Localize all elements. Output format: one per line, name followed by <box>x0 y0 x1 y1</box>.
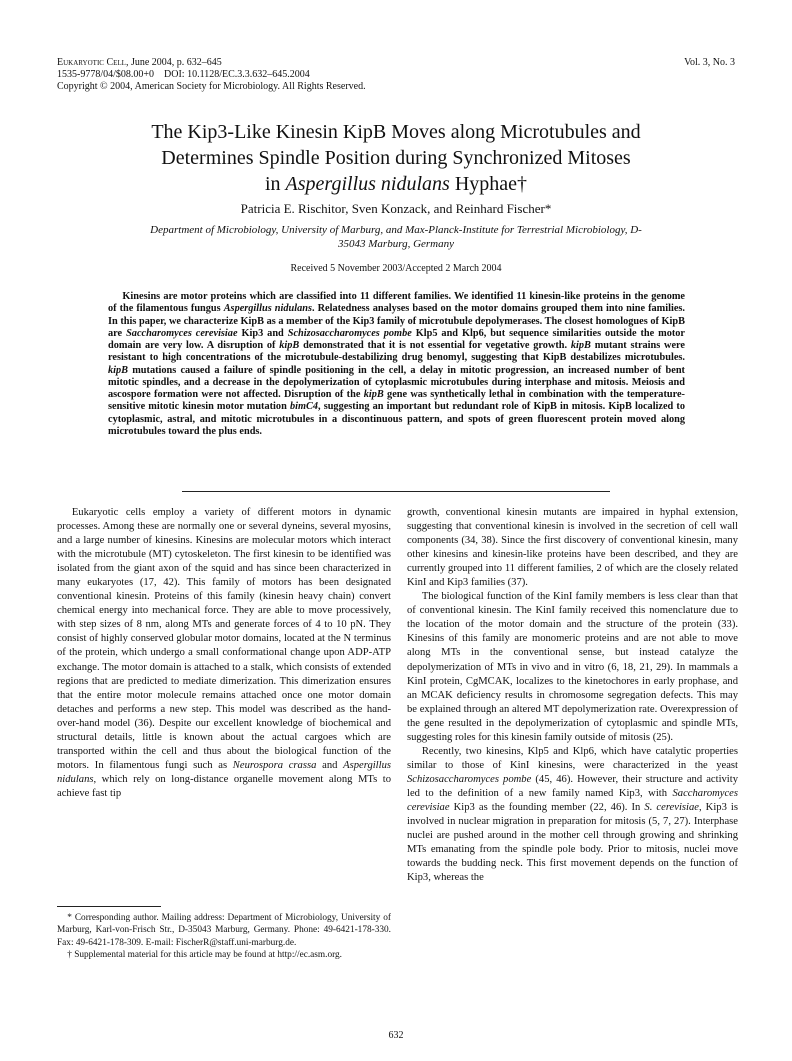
body-italic: Schizosaccharomyces pombe <box>407 773 532 785</box>
footnote-divider <box>57 906 161 907</box>
journal-name: Eukaryotic Cell <box>57 57 126 68</box>
title-line-2: Determines Spindle Position during Synchronized Mitoses <box>161 147 631 169</box>
abstract-italic: Schizosaccharomyces pombe <box>287 327 412 339</box>
abstract-text: Klp5 and Klp6, but sequence similarities outside the motor domain are very low. A disruption of <box>108 327 686 351</box>
body-paragraph: growth, conventional kinesin mutants are impaired in hyphal extension, suggesting that conventional kinesin is involved in the secretion of cell wall components (34, 38). Since the first discovery of conventional kinesin, many other kinesins and kinesin-like proteins have been described, and they are currently grouped into 11 different families, 2 of which are the closely related KinI and Kip3 families (37). <box>407 507 738 589</box>
body-italic: S. cerevisiae <box>644 801 699 813</box>
abstract-italic: kipB <box>363 389 384 400</box>
volume-issue: Vol. 3, No. 3 <box>684 57 735 68</box>
journal-issue: , June 2004, p. 632–645 <box>125 57 222 68</box>
copyright-line: Copyright © 2004, American Society for Microbiology. All Rights Reserved. <box>57 81 366 92</box>
body-text: , which rely on long-distance organelle movement along MTs to achieve fast tip <box>57 773 391 799</box>
body-paragraph: The biological function of the KinI family members is less clear than that of conventional kinesin. The KinI family received this nomenclature due to the location of the motor domain and the structure of the protein (33). Kinesins of this family are monomeric proteins and are not able to move along MTs in the conventional sense, but instead catalyze the depolymerization of MTs in vivo and in vitro (6, 18, 21, 29). In mammals a KinI protein, CgMCAK, localizes to the kinetochores in early prophase, and an MCAK deficiency results in chromosome segregation defects. This may be explained through an altered MT depolymerization rate. Overexpression of the gene resulted in the depolymerization of cytoplasmic and spindle MTs, suggesting roles for this kinesin family outside of mitosis (25). <box>407 591 738 743</box>
body-text: (45, 46). However, their structure and activity led to the definition of a new family named Kip3, with <box>407 773 738 799</box>
body-text: Eukaryotic cells employ a variety of different motors in dynamic processes. Among these are normally one or several dyneins, several myosins, and a large number of kinesins. Kinesins are molecular motors which interact with the microtubule (MT) cytoskeleton. The first kinesin to be identified was isolated from the giant axon of the squid and has since been characterized in many eukaryotes (17, 42). This family of motors has been designated conventional kinesin. Proteins of this family (kinesin heavy chain) convert chemical energy into mechanical force. They are able to move processively, with step sizes of 8 nm, along MTs and generate forces of 4 to 10 pN. They consist of highly conserved globular motor domains, located at the N terminus of the protein, which undergo a small conformational change upon ADP-ATP exchange. The motor domain is attached to a stalk, which consists of extended regions that are predicted to mediate dimerization. This dimerization ensures that the entire motor molecule remains attached once one motor domain detaches and performs a new step. This model was described as the hand-over-hand model (36). Despite our excellent knowledge of biochemical and structural details, little is known about the actual cargoes which are transported within the cell and thus about the biological function of the motors. In filamentous fungi such as <box>57 507 391 771</box>
body-italic: Aspergillus nidulans <box>57 759 391 785</box>
body-paragraph <box>407 745 738 885</box>
body-text: Recently, two kinesins, Klp5 and Klp6, which have catalytic properties similar to those of KinI kinesins, were characterized in the yeast <box>407 745 738 771</box>
abstract-italic: Aspergillus nidulans <box>223 303 312 315</box>
body-italic: Neurospora crassa <box>232 759 317 771</box>
abstract-italic: kipB <box>108 364 129 376</box>
abstract-text: . Relatedness analyses based on the motor domains grouped them into nine families. In this paper, we characterize KipB as a member of the Kip3 family of microtubule depolymerases. The closest homologues of KipB are <box>108 303 685 339</box>
author-list: Patricia E. Rischitor, Sven Konzack, and Reinhard Fischer* <box>240 201 552 216</box>
journal-citation <box>57 57 222 69</box>
footnote-corresponding-author: * Corresponding author. Mailing address: Department of Microbiology, University of Marburg, Karl-von-Frisch Str., D-35043 Marburg, Germany. Phone: 49-6421-178-330. Fax: 49-6421-178-309. E-mail: FischerR@staff.uni-marburg.de. <box>57 913 391 948</box>
title-line-3 <box>0 171 792 197</box>
abstract-text: , suggesting an important but redundant role of KipB in mitosis. KipB localized to cytoplasmic, astral, and mitotic microtubules in a discontinuous pattern, and spots of green fluorescent protein moved along microtubules toward the plus ends. <box>108 401 685 437</box>
affiliation: Department of Microbiology, University of Marburg, and Max-Planck-Institute for Terrestrial Microbiology, D-35043 Marburg, Germany <box>150 224 642 250</box>
title-line-1: The Kip3-Like Kinesin KipB Moves along Microtubules and <box>151 121 641 143</box>
body-italic: Saccharomyces cerevisiae <box>407 787 738 813</box>
title-line-3-pre: in <box>264 173 286 195</box>
page-number: 632 <box>388 1030 404 1041</box>
body-column-right <box>407 506 738 885</box>
abstract-italic: kipB <box>570 340 591 351</box>
abstract-text: Kip3 and <box>237 327 288 339</box>
title-organism: Aspergillus nidulans <box>285 173 450 195</box>
abstract-italic: Saccharomyces cerevisiae <box>126 327 238 339</box>
received-dates: Received 5 November 2003/Accepted 2 March 2004 <box>290 263 502 274</box>
abstract-italic: bimC4 <box>289 401 318 413</box>
abstract-text: Kinesins are motor proteins which are classified into 11 different families. We identified 11 kinesin-like proteins in the genome of the filamentous fungus <box>108 291 685 315</box>
abstract-text: mutant strains were resistant to high concentrations of the microtubule-destabilizing drug benomyl, suggesting that KipB destabilizes microtubules. <box>108 340 685 364</box>
abstract-divider <box>182 491 610 492</box>
footnotes <box>57 912 391 961</box>
body-column-left <box>57 506 391 801</box>
article-identifiers: 1535-9778/04/$08.00+0 DOI: 10.1128/EC.3.3.632–645.2004 <box>57 69 310 80</box>
body-paragraph <box>57 506 391 801</box>
title-line-3-post: Hyphae† <box>449 173 528 195</box>
abstract <box>108 291 685 438</box>
abstract-text: gene was synthetically lethal in combination with the temperature-sensitive mitotic kinesin motor mutation <box>108 389 685 413</box>
body-text: and <box>316 759 344 771</box>
abstract-text: mutations caused a failure of spindle positioning in the cell, a delay in mitotic progression, an increased number of bent mitotic spindles, and a decrease in the depolymerization of cytoplasmic microtubules during interphase and mitosis. Meiosis and ascospore formation were not affected. Disruption of the <box>108 364 685 400</box>
article-title <box>0 119 792 197</box>
abstract-italic: kipB <box>279 340 300 351</box>
abstract-text: demonstrated that it is not essential for vegetative growth. <box>299 340 571 351</box>
body-text: , Kip3 is involved in nuclear migration in preparation for mitosis (5, 7, 27). Interphase nuclei are pushed around in the mother cell through growing and shrinking MTs emanating from the spindle pole body. Prior to mitosis, nuclei move towards the budding neck. This first movement depends on the function of Kip3, whereas the <box>407 801 738 884</box>
footnote-supplemental: † Supplemental material for this article may be found at http://ec.asm.org. <box>67 949 343 960</box>
body-text: Kip3 as the founding member (22, 46). In <box>449 801 645 813</box>
